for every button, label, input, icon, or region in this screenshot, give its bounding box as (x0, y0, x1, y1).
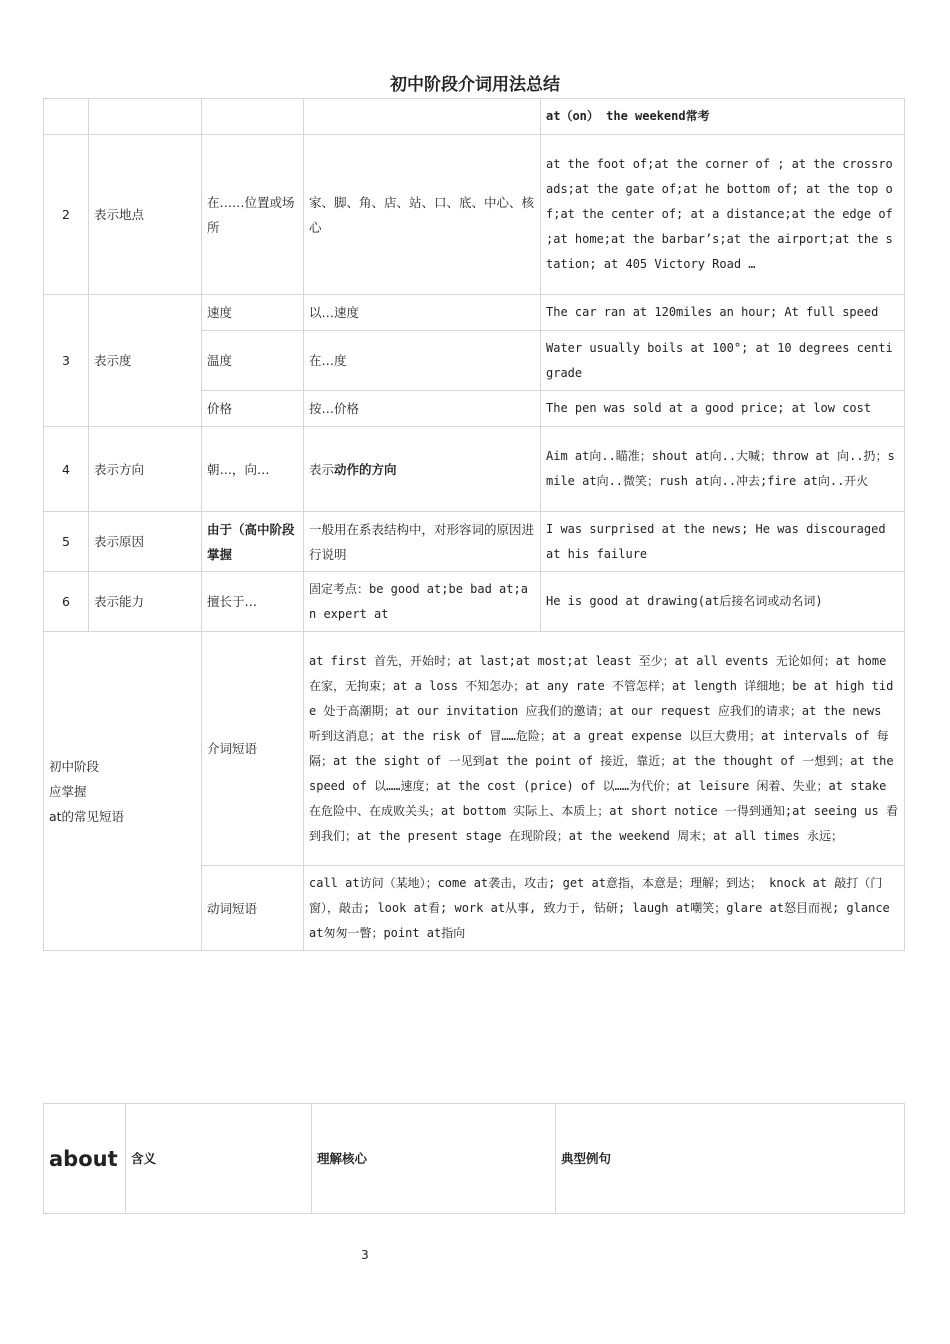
usage-cell: 表示地点 (89, 135, 202, 295)
core-cell: 家、脚、角、店、站、口、底、中心、核心 (304, 135, 541, 295)
header-example: 典型例句 (556, 1104, 905, 1214)
table-row (44, 427, 905, 512)
meaning-cell: 由于（高中阶段掌握 (202, 512, 304, 572)
core-cell (304, 427, 541, 512)
meaning-cell: 在……位置或场所 (202, 135, 304, 295)
prep-phrase-list: at first 首先，开始时；at last;at most;at least 至少；at all events 无论如何；at home 在家，无拘束；at a loss 不知怎办；at any rate 不管怎样；at length 详细地；be at high tide 处于高潮期；at our invitation 应我们的邀请；at our request 应我们的请求；at the news 听到这消息；at the risk of 冒……危险；at a great expense 以巨大费用；at intervals of 每隔；at the sight of 一见到at the point of 接近，靠近；at the thought of 一想到；at the speed of 以……速度；at the cost (price) of 以……为代价；at leisure 闲着、失业；at stake 在危险中、在成败关头；at bottom 实际上、本质上；at short notice 一得到通知;at seeing us 看到我们；at the present stage 在现阶段；at the weekend 周末；at all times 永远； (304, 632, 905, 866)
table-cell (89, 99, 202, 135)
usage-cell: 表示能力 (89, 572, 202, 632)
usage-cell: 表示原因 (89, 512, 202, 572)
row-number: 5 (44, 512, 89, 572)
example-cell: at the foot of;at the corner of ; at the crossroads;at the gate of;at he bottom of; at the top of;at the center of; at a distance;at the edge of ;at home;at the barbar’s;at the airport;at the station; at 405 Victory Road … (541, 135, 905, 295)
header-meaning: 含义 (126, 1104, 312, 1214)
row-number: 3 (44, 295, 89, 427)
word-cell: about (44, 1104, 126, 1214)
example-cell: The pen was sold at a good price; at low cost (541, 391, 905, 427)
example-cell: I was surprised at the news; He was discouraged at his failure (541, 512, 905, 572)
core-prefix: 表示 (309, 461, 335, 477)
usage-cell: 表示方向 (89, 427, 202, 512)
table-row (44, 632, 905, 866)
phrases-label-cell (44, 632, 202, 951)
verb-phrase-label: 动词短语 (202, 866, 304, 951)
header-core: 理解核心 (312, 1104, 556, 1214)
row-number: 4 (44, 427, 89, 512)
phrases-label-line: 初中阶段 (49, 758, 100, 774)
row-number: 2 (44, 135, 89, 295)
table-cell (44, 99, 89, 135)
core-cell: 在…度 (304, 331, 541, 391)
meaning-cell: 价格 (202, 391, 304, 427)
prep-phrase-label: 介词短语 (202, 632, 304, 866)
example-cell: Water usually boils at 100°; at 10 degrees centigrade (541, 331, 905, 391)
example-cell: at（on） the weekend常考 (541, 99, 905, 135)
table-row (44, 135, 905, 295)
table-cell (304, 99, 541, 135)
core-cell: 按…价格 (304, 391, 541, 427)
page-number: 3 (361, 1248, 369, 1262)
table-row (44, 572, 905, 632)
core-cell: 一般用在系表结构中，对形容词的原因进行说明 (304, 512, 541, 572)
table-row (44, 295, 905, 331)
core-cell: 固定考点：be good at;be bad at;an expert at (304, 572, 541, 632)
example-cell: The car ran at 120miles an hour; At full speed (541, 295, 905, 331)
verb-phrase-list: call at访问（某地）；come at袭击，攻击; get at意指，本意是；理解；到达； knock at 敲打（门窗），敲击; look at看; work at从事, 致力于, 钻研; laugh at嘲笑；glare at怒目而视; glance at匆匆一瞥；point at指向 (304, 866, 905, 951)
preposition-at-table (43, 98, 905, 951)
usage-cell: 表示度 (89, 295, 202, 427)
page-title: 初中阶段介词用法总结 (390, 75, 560, 95)
meaning-cell: 朝…，向… (202, 427, 304, 512)
table-row (44, 512, 905, 572)
row-number: 6 (44, 572, 89, 632)
core-emphasis: 动作的方向 (334, 461, 397, 477)
preposition-about-table (43, 1103, 905, 1214)
example-cell: He is good at drawing(at后接名词或动名词) (541, 572, 905, 632)
meaning-cell: 速度 (202, 295, 304, 331)
table-row (44, 99, 905, 135)
phrases-label-line: 应掌握 (49, 783, 87, 799)
meaning-cell: 温度 (202, 331, 304, 391)
phrases-label-line: at的常见短语 (49, 808, 125, 824)
meaning-cell: 擅长于… (202, 572, 304, 632)
example-cell: Aim at向..瞄准；shout at向..大喊；throw at 向..扔；smile at向..微笑；rush at向..冲去;fire at向..开火 (541, 427, 905, 512)
core-cell: 以…速度 (304, 295, 541, 331)
table-cell (202, 99, 304, 135)
table-row (44, 1104, 905, 1214)
